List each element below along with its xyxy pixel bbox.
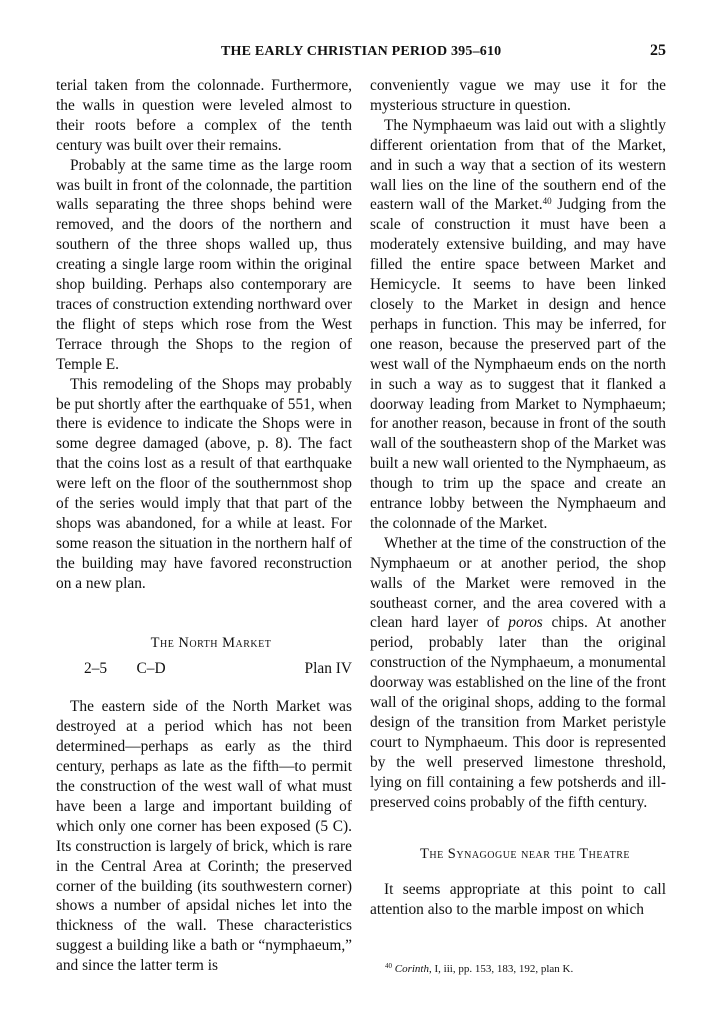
paragraph: It seems appropriate at this point to call attention also to the marble impost on which	[370, 881, 666, 919]
right-column	[370, 76, 666, 920]
plan-reference: Plan IV	[304, 660, 352, 678]
paragraph: The eastern side of the North Market was destroyed at a period which has not been determined—perhaps as early as the third century, perhaps as late as the fifth—to permit the construction of the west wall of what must have been a large and important building of which only one corner has been exposed (5 C). Its construction is largely of brick, which is rare in the Central Area at Corinth; the preserved corner of the building (its southwestern corner) shows a number of apsidal niches let into the thickness of the wall. These characteristics suggest a building like a bath or “nymphaeum,” and since the latter term is	[56, 698, 352, 975]
grid-reference: C–D	[136, 660, 166, 678]
paragraph: terial taken from the colonnade. Furthermore, the walls in question were leveled almost to their roots before a complex of the tenth century was built over their remains.	[56, 77, 352, 154]
footnote-reference: 40	[542, 196, 552, 207]
paragraph: This remodeling of the Shops may probably be put shortly after the earthquake of 551, when there is evidence to indicate the Shops were in some degree damaged (above, p. 8). The fact that the coins lost as a result of that earthquake were left on the floor of the southernmost shop of the series would imply that that part of the shops was abandoned, for a while at least. For some reason the situation in the northern half of the building may have favored reconstruction on a new plan.	[56, 375, 352, 592]
section-heading-north-market: The North Market	[150, 634, 272, 651]
paragraph: Probably at the same time as the large room was built in front of the colonnade, the partition walls separating the three shops behind were removed, and the doors of the northern and southern of the three shops walled up, thus creating a single large room within the original shop building. Perhaps also contemporary are traces of construction extending northward over the flight of steps which rose from the West Terrace through the Shops to the region of Temple E.	[56, 156, 352, 373]
paragraph: The Nymphaeum was laid out with a slightly different orientation from that of the Market, and in such a way that a section of its western wall lies on the line of the southern end of the eastern wall of the Market.$^{40}$ Judging from the scale of construction it must have been a moderately extensive building, and may have filled the entire space between Market and Hemicycle. It seems to have been linked closely to the Market in design and hence perhaps in function. This may be inferred, for one reason, because the preserved part of the west wall of the Nymphaeum ends on the north in such a way as to suggest that it flanked a doorway leading from Market to Nymphaeum; for another reason, because in front of the south wall of the southeastern shop of the Market was built a new wall oriented to the Nymphaeum, as though to trim up the space and create an entrance lobby between the Nymphaeum and the colonnade of the Market.	[370, 116, 666, 532]
paragraph: Whether at the time of the construction of the Nymphaeum or at another period, the shop walls of the Market were removed in the southeast corner, and the area covered with a clean hard layer of poros chips. At another period, probably later than the original construction of the Nymphaeum, a monumental doorway was established on the line of the front wall of the original shops, adding to the formal design of the transition from Market peristyle court to Nymphaeum. This door is represented by the well preserved limestone threshold, lying on fill containing a few potsherds and ill-preserved coins probably of the fifth century.	[370, 534, 666, 811]
page-header	[56, 42, 666, 64]
footnote-citation: , I, iii, pp. 153, 183, 192, plan K.	[428, 963, 574, 975]
left-column	[56, 76, 352, 976]
paragraph: conveniently vague we may use it for the mysterious structure in question.	[370, 77, 666, 114]
footnote-source: Corinth	[394, 963, 429, 975]
plan-reference-line	[56, 659, 352, 679]
page-number: 25	[650, 42, 666, 59]
section-heading-synagogue: The Synagogue near the Theatre	[420, 845, 630, 862]
running-title: THE EARLY CHRISTIAN PERIOD 395–610	[221, 44, 502, 59]
footnote-number: 40	[385, 962, 392, 970]
grid-reference: 2–5	[84, 660, 108, 678]
footnote	[385, 962, 666, 976]
